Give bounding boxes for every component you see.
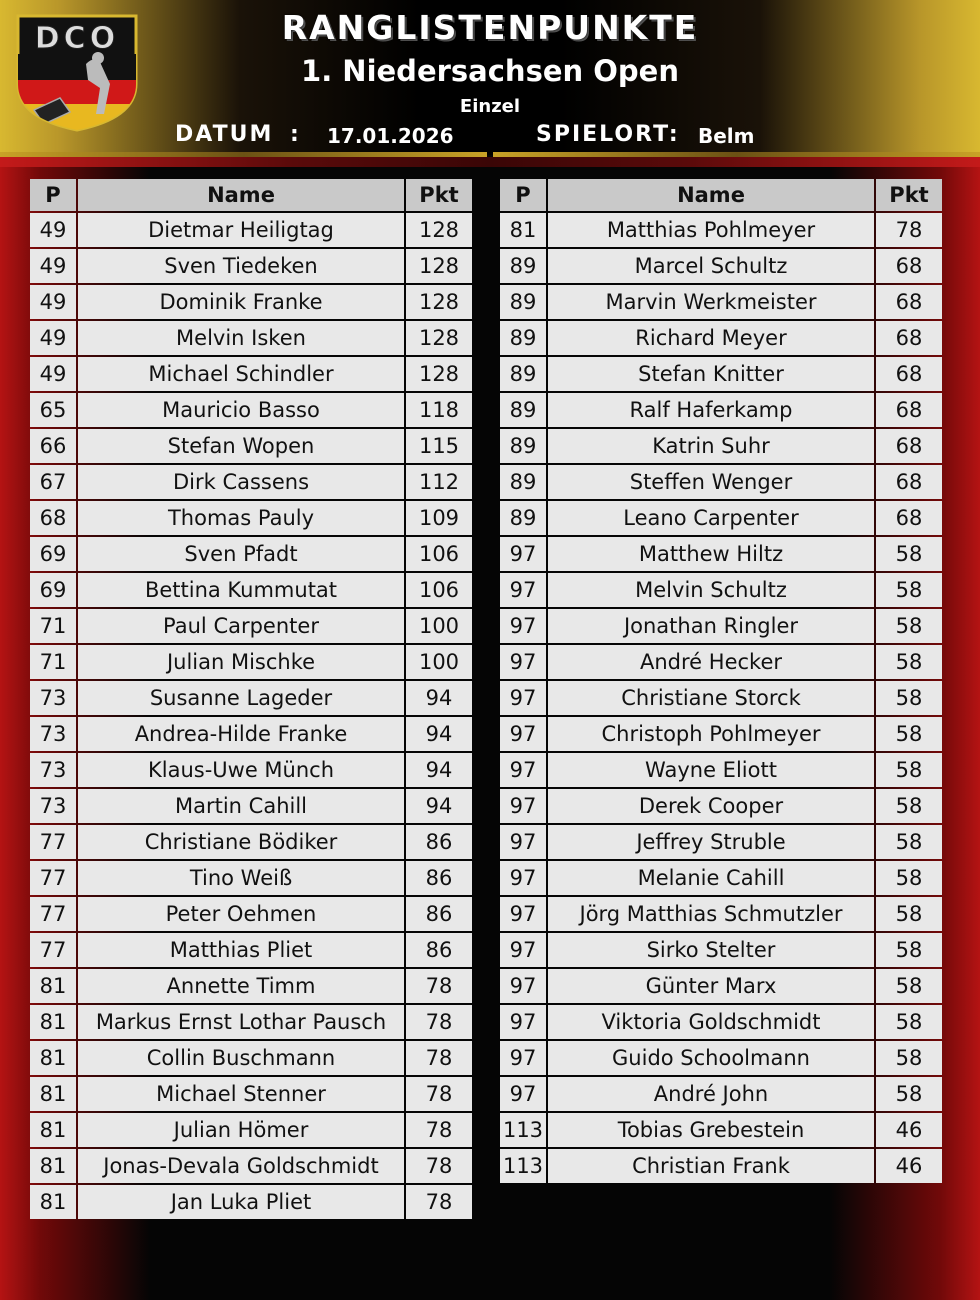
cell-placement: 97 xyxy=(500,1077,546,1111)
table-row xyxy=(500,537,942,571)
cell-points: 58 xyxy=(876,933,942,967)
cell-points: 94 xyxy=(406,789,472,823)
cell-placement: 73 xyxy=(30,753,76,787)
cell-points: 86 xyxy=(406,861,472,895)
cell-placement: 66 xyxy=(30,429,76,463)
cell-points: 128 xyxy=(406,213,472,247)
cell-placement: 97 xyxy=(500,573,546,607)
table-header-row xyxy=(500,179,942,211)
cell-placement: 68 xyxy=(30,501,76,535)
cell-player-name: Derek Cooper xyxy=(548,789,874,823)
cell-placement: 81 xyxy=(30,1185,76,1219)
cell-points: 68 xyxy=(876,393,942,427)
cell-placement: 97 xyxy=(500,825,546,859)
cell-placement: 81 xyxy=(30,1077,76,1111)
cell-placement: 67 xyxy=(30,465,76,499)
table-row xyxy=(30,645,472,679)
cell-placement: 97 xyxy=(500,1041,546,1075)
cell-player-name: Jan Luka Pliet xyxy=(78,1185,404,1219)
cell-player-name: André John xyxy=(548,1077,874,1111)
table-row xyxy=(500,861,942,895)
cell-player-name: Melvin Schultz xyxy=(548,573,874,607)
cell-player-name: Dietmar Heiligtag xyxy=(78,213,404,247)
cell-points: 58 xyxy=(876,717,942,751)
cell-placement: 89 xyxy=(500,465,546,499)
cell-player-name: Collin Buschmann xyxy=(78,1041,404,1075)
table-row xyxy=(30,429,472,463)
cell-player-name: Stefan Wopen xyxy=(78,429,404,463)
table-row xyxy=(500,573,942,607)
cell-placement: 65 xyxy=(30,393,76,427)
cell-player-name: Ralf Haferkamp xyxy=(548,393,874,427)
date-label: DATUM xyxy=(175,122,274,147)
cell-player-name: Peter Oehmen xyxy=(78,897,404,931)
cell-points: 94 xyxy=(406,717,472,751)
cell-player-name: Sven Pfadt xyxy=(78,537,404,571)
cell-player-name: Guido Schoolmann xyxy=(548,1041,874,1075)
venue-value: Belm xyxy=(698,124,755,148)
event-mode: Einzel xyxy=(459,96,521,117)
cell-points: 68 xyxy=(876,357,942,391)
table-row xyxy=(30,537,472,571)
table-row xyxy=(500,501,942,535)
cell-player-name: Christoph Pohlmeyer xyxy=(548,717,874,751)
cell-placement: 73 xyxy=(30,681,76,715)
cell-points: 68 xyxy=(876,465,942,499)
table-row xyxy=(30,789,472,823)
cell-points: 58 xyxy=(876,897,942,931)
table-row xyxy=(30,861,472,895)
table-row xyxy=(30,1077,472,1111)
cell-placement: 97 xyxy=(500,933,546,967)
cell-player-name: Jonas-Devala Goldschmidt xyxy=(78,1149,404,1183)
venue-label: SPIELORT: xyxy=(536,122,680,147)
table-row xyxy=(500,285,942,319)
cell-player-name: Christian Frank xyxy=(548,1149,874,1183)
header-red-band xyxy=(0,157,980,167)
cell-points: 58 xyxy=(876,609,942,643)
cell-player-name: Susanne Lageder xyxy=(78,681,404,715)
table-row xyxy=(30,969,472,1003)
table-row xyxy=(30,933,472,967)
logo-text: DCO xyxy=(34,21,120,56)
cell-points: 78 xyxy=(876,213,942,247)
cell-points: 68 xyxy=(876,501,942,535)
cell-points: 86 xyxy=(406,825,472,859)
cell-placement: 77 xyxy=(30,825,76,859)
cell-points: 78 xyxy=(406,1149,472,1183)
cell-player-name: Tobias Grebestein xyxy=(548,1113,874,1147)
cell-placement: 49 xyxy=(30,357,76,391)
cell-points: 112 xyxy=(406,465,472,499)
table-row xyxy=(500,897,942,931)
cell-placement: 97 xyxy=(500,609,546,643)
cell-player-name: Jonathan Ringler xyxy=(548,609,874,643)
date-value: 17.01.2026 xyxy=(327,124,454,148)
dco-logo-icon xyxy=(16,14,138,132)
cell-points: 86 xyxy=(406,897,472,931)
table-row xyxy=(500,789,942,823)
cell-placement: 73 xyxy=(30,789,76,823)
table-row xyxy=(500,1113,942,1147)
cell-placement: 97 xyxy=(500,537,546,571)
cell-placement: 69 xyxy=(30,573,76,607)
cell-player-name: Leano Carpenter xyxy=(548,501,874,535)
cell-placement: 49 xyxy=(30,249,76,283)
table-row xyxy=(500,249,942,283)
cell-player-name: Markus Ernst Lothar Pausch xyxy=(78,1005,404,1039)
table-row xyxy=(30,825,472,859)
cell-placement: 97 xyxy=(500,717,546,751)
cell-points: 58 xyxy=(876,969,942,1003)
table-row xyxy=(30,753,472,787)
cell-points: 94 xyxy=(406,753,472,787)
cell-placement: 81 xyxy=(30,1041,76,1075)
cell-points: 78 xyxy=(406,1041,472,1075)
cell-player-name: Julian Hömer xyxy=(78,1113,404,1147)
cell-points: 86 xyxy=(406,933,472,967)
table-row xyxy=(500,1005,942,1039)
cell-player-name: Steffen Wenger xyxy=(548,465,874,499)
cell-points: 128 xyxy=(406,285,472,319)
table-row xyxy=(30,285,472,319)
cell-points: 78 xyxy=(406,1077,472,1111)
cell-placement: 89 xyxy=(500,429,546,463)
table-row xyxy=(500,357,942,391)
table-row xyxy=(30,321,472,355)
cell-placement: 89 xyxy=(500,285,546,319)
cell-points: 58 xyxy=(876,753,942,787)
cell-placement: 71 xyxy=(30,645,76,679)
cell-placement: 81 xyxy=(500,213,546,247)
cell-player-name: Günter Marx xyxy=(548,969,874,1003)
cell-placement: 49 xyxy=(30,321,76,355)
cell-points: 58 xyxy=(876,1077,942,1111)
table-header-row xyxy=(30,179,472,211)
column-header-pkt: Pkt xyxy=(876,179,942,211)
table-row xyxy=(30,1005,472,1039)
cell-placement: 97 xyxy=(500,645,546,679)
table-row xyxy=(500,645,942,679)
ranking-table-left xyxy=(28,177,474,1221)
cell-points: 58 xyxy=(876,789,942,823)
cell-placement: 97 xyxy=(500,969,546,1003)
cell-points: 115 xyxy=(406,429,472,463)
table-row xyxy=(500,681,942,715)
table-row xyxy=(30,1041,472,1075)
cell-placement: 89 xyxy=(500,357,546,391)
cell-player-name: Paul Carpenter xyxy=(78,609,404,643)
cell-player-name: Melanie Cahill xyxy=(548,861,874,895)
cell-points: 100 xyxy=(406,609,472,643)
cell-placement: 77 xyxy=(30,861,76,895)
cell-player-name: Klaus-Uwe Münch xyxy=(78,753,404,787)
table-row xyxy=(500,1041,942,1075)
cell-placement: 97 xyxy=(500,861,546,895)
cell-points: 68 xyxy=(876,249,942,283)
cell-player-name: Marcel Schultz xyxy=(548,249,874,283)
table-row xyxy=(500,1077,942,1111)
cell-player-name: Wayne Eliott xyxy=(548,753,874,787)
cell-points: 106 xyxy=(406,537,472,571)
cell-points: 78 xyxy=(406,1113,472,1147)
table-row xyxy=(30,681,472,715)
cell-player-name: Viktoria Goldschmidt xyxy=(548,1005,874,1039)
cell-player-name: Tino Weiß xyxy=(78,861,404,895)
cell-player-name: Dirk Cassens xyxy=(78,465,404,499)
cell-placement: 81 xyxy=(30,1005,76,1039)
cell-player-name: Annette Timm xyxy=(78,969,404,1003)
cell-player-name: Katrin Suhr xyxy=(548,429,874,463)
table-row xyxy=(30,465,472,499)
cell-points: 58 xyxy=(876,1041,942,1075)
cell-placement: 49 xyxy=(30,285,76,319)
cell-player-name: Melvin Isken xyxy=(78,321,404,355)
column-header-p: P xyxy=(30,179,76,211)
table-row xyxy=(30,1185,472,1219)
cell-player-name: Marvin Werkmeister xyxy=(548,285,874,319)
table-row xyxy=(30,501,472,535)
table-row xyxy=(30,1149,472,1183)
cell-points: 58 xyxy=(876,681,942,715)
cell-placement: 81 xyxy=(30,969,76,1003)
cell-player-name: Christiane Bödiker xyxy=(78,825,404,859)
cell-player-name: Sven Tiedeken xyxy=(78,249,404,283)
cell-points: 78 xyxy=(406,969,472,1003)
cell-placement: 113 xyxy=(500,1113,546,1147)
column-header-p: P xyxy=(500,179,546,211)
cell-player-name: Michael Stenner xyxy=(78,1077,404,1111)
cell-points: 128 xyxy=(406,249,472,283)
cell-player-name: Thomas Pauly xyxy=(78,501,404,535)
cell-player-name: Jeffrey Struble xyxy=(548,825,874,859)
cell-placement: 97 xyxy=(500,681,546,715)
cell-placement: 71 xyxy=(30,609,76,643)
cell-player-name: Christiane Storck xyxy=(548,681,874,715)
table-row xyxy=(500,1149,942,1183)
date-colon: : xyxy=(290,122,301,147)
cell-points: 58 xyxy=(876,825,942,859)
cell-points: 118 xyxy=(406,393,472,427)
cell-points: 58 xyxy=(876,1005,942,1039)
table-row xyxy=(500,429,942,463)
cell-player-name: Jörg Matthias Schmutzler xyxy=(548,897,874,931)
cell-points: 78 xyxy=(406,1185,472,1219)
cell-placement: 69 xyxy=(30,537,76,571)
table-row xyxy=(500,393,942,427)
cell-placement: 97 xyxy=(500,1005,546,1039)
cell-points: 128 xyxy=(406,321,472,355)
cell-points: 68 xyxy=(876,321,942,355)
cell-player-name: Julian Mischke xyxy=(78,645,404,679)
cell-player-name: Stefan Knitter xyxy=(548,357,874,391)
table-row xyxy=(30,573,472,607)
table-row xyxy=(500,825,942,859)
cell-placement: 89 xyxy=(500,393,546,427)
ranking-table-right xyxy=(498,177,944,1185)
cell-placement: 89 xyxy=(500,321,546,355)
cell-placement: 97 xyxy=(500,753,546,787)
table-row xyxy=(30,393,472,427)
cell-player-name: Sirko Stelter xyxy=(548,933,874,967)
cell-points: 58 xyxy=(876,537,942,571)
cell-player-name: Mauricio Basso xyxy=(78,393,404,427)
cell-player-name: Dominik Franke xyxy=(78,285,404,319)
cell-points: 68 xyxy=(876,429,942,463)
cell-placement: 81 xyxy=(30,1149,76,1183)
cell-placement: 97 xyxy=(500,789,546,823)
table-row xyxy=(500,609,942,643)
cell-player-name: Bettina Kummutat xyxy=(78,573,404,607)
cell-points: 58 xyxy=(876,645,942,679)
page-title: RANGLISTENPUNKTE xyxy=(281,8,699,47)
table-row xyxy=(30,717,472,751)
table-row xyxy=(30,249,472,283)
table-row xyxy=(500,717,942,751)
cell-player-name: Matthias Pohlmeyer xyxy=(548,213,874,247)
cell-placement: 77 xyxy=(30,933,76,967)
cell-points: 58 xyxy=(876,861,942,895)
cell-player-name: Richard Meyer xyxy=(548,321,874,355)
cell-placement: 49 xyxy=(30,213,76,247)
table-row xyxy=(500,933,942,967)
table-row xyxy=(500,753,942,787)
cell-player-name: Matthew Hiltz xyxy=(548,537,874,571)
cell-placement: 89 xyxy=(500,501,546,535)
event-title: 1. Niedersachsen Open xyxy=(301,54,679,88)
cell-placement: 77 xyxy=(30,897,76,931)
column-header-name: Name xyxy=(548,179,874,211)
cell-placement: 113 xyxy=(500,1149,546,1183)
cell-placement: 97 xyxy=(500,897,546,931)
cell-placement: 81 xyxy=(30,1113,76,1147)
cell-player-name: Andrea-Hilde Franke xyxy=(78,717,404,751)
table-row xyxy=(30,1113,472,1147)
cell-points: 46 xyxy=(876,1149,942,1183)
column-header-name: Name xyxy=(78,179,404,211)
cell-player-name: Matthias Pliet xyxy=(78,933,404,967)
table-row xyxy=(30,609,472,643)
cell-player-name: Martin Cahill xyxy=(78,789,404,823)
cell-points: 106 xyxy=(406,573,472,607)
cell-player-name: André Hecker xyxy=(548,645,874,679)
table-row xyxy=(500,465,942,499)
column-header-pkt: Pkt xyxy=(406,179,472,211)
cell-points: 94 xyxy=(406,681,472,715)
table-row xyxy=(30,897,472,931)
table-row xyxy=(30,213,472,247)
cell-points: 109 xyxy=(406,501,472,535)
table-row xyxy=(30,357,472,391)
cell-points: 46 xyxy=(876,1113,942,1147)
table-row xyxy=(500,321,942,355)
cell-points: 78 xyxy=(406,1005,472,1039)
table-row xyxy=(500,213,942,247)
cell-points: 68 xyxy=(876,285,942,319)
cell-placement: 73 xyxy=(30,717,76,751)
cell-points: 58 xyxy=(876,573,942,607)
cell-placement: 89 xyxy=(500,249,546,283)
cell-player-name: Michael Schindler xyxy=(78,357,404,391)
cell-points: 100 xyxy=(406,645,472,679)
table-row xyxy=(500,969,942,1003)
cell-points: 128 xyxy=(406,357,472,391)
